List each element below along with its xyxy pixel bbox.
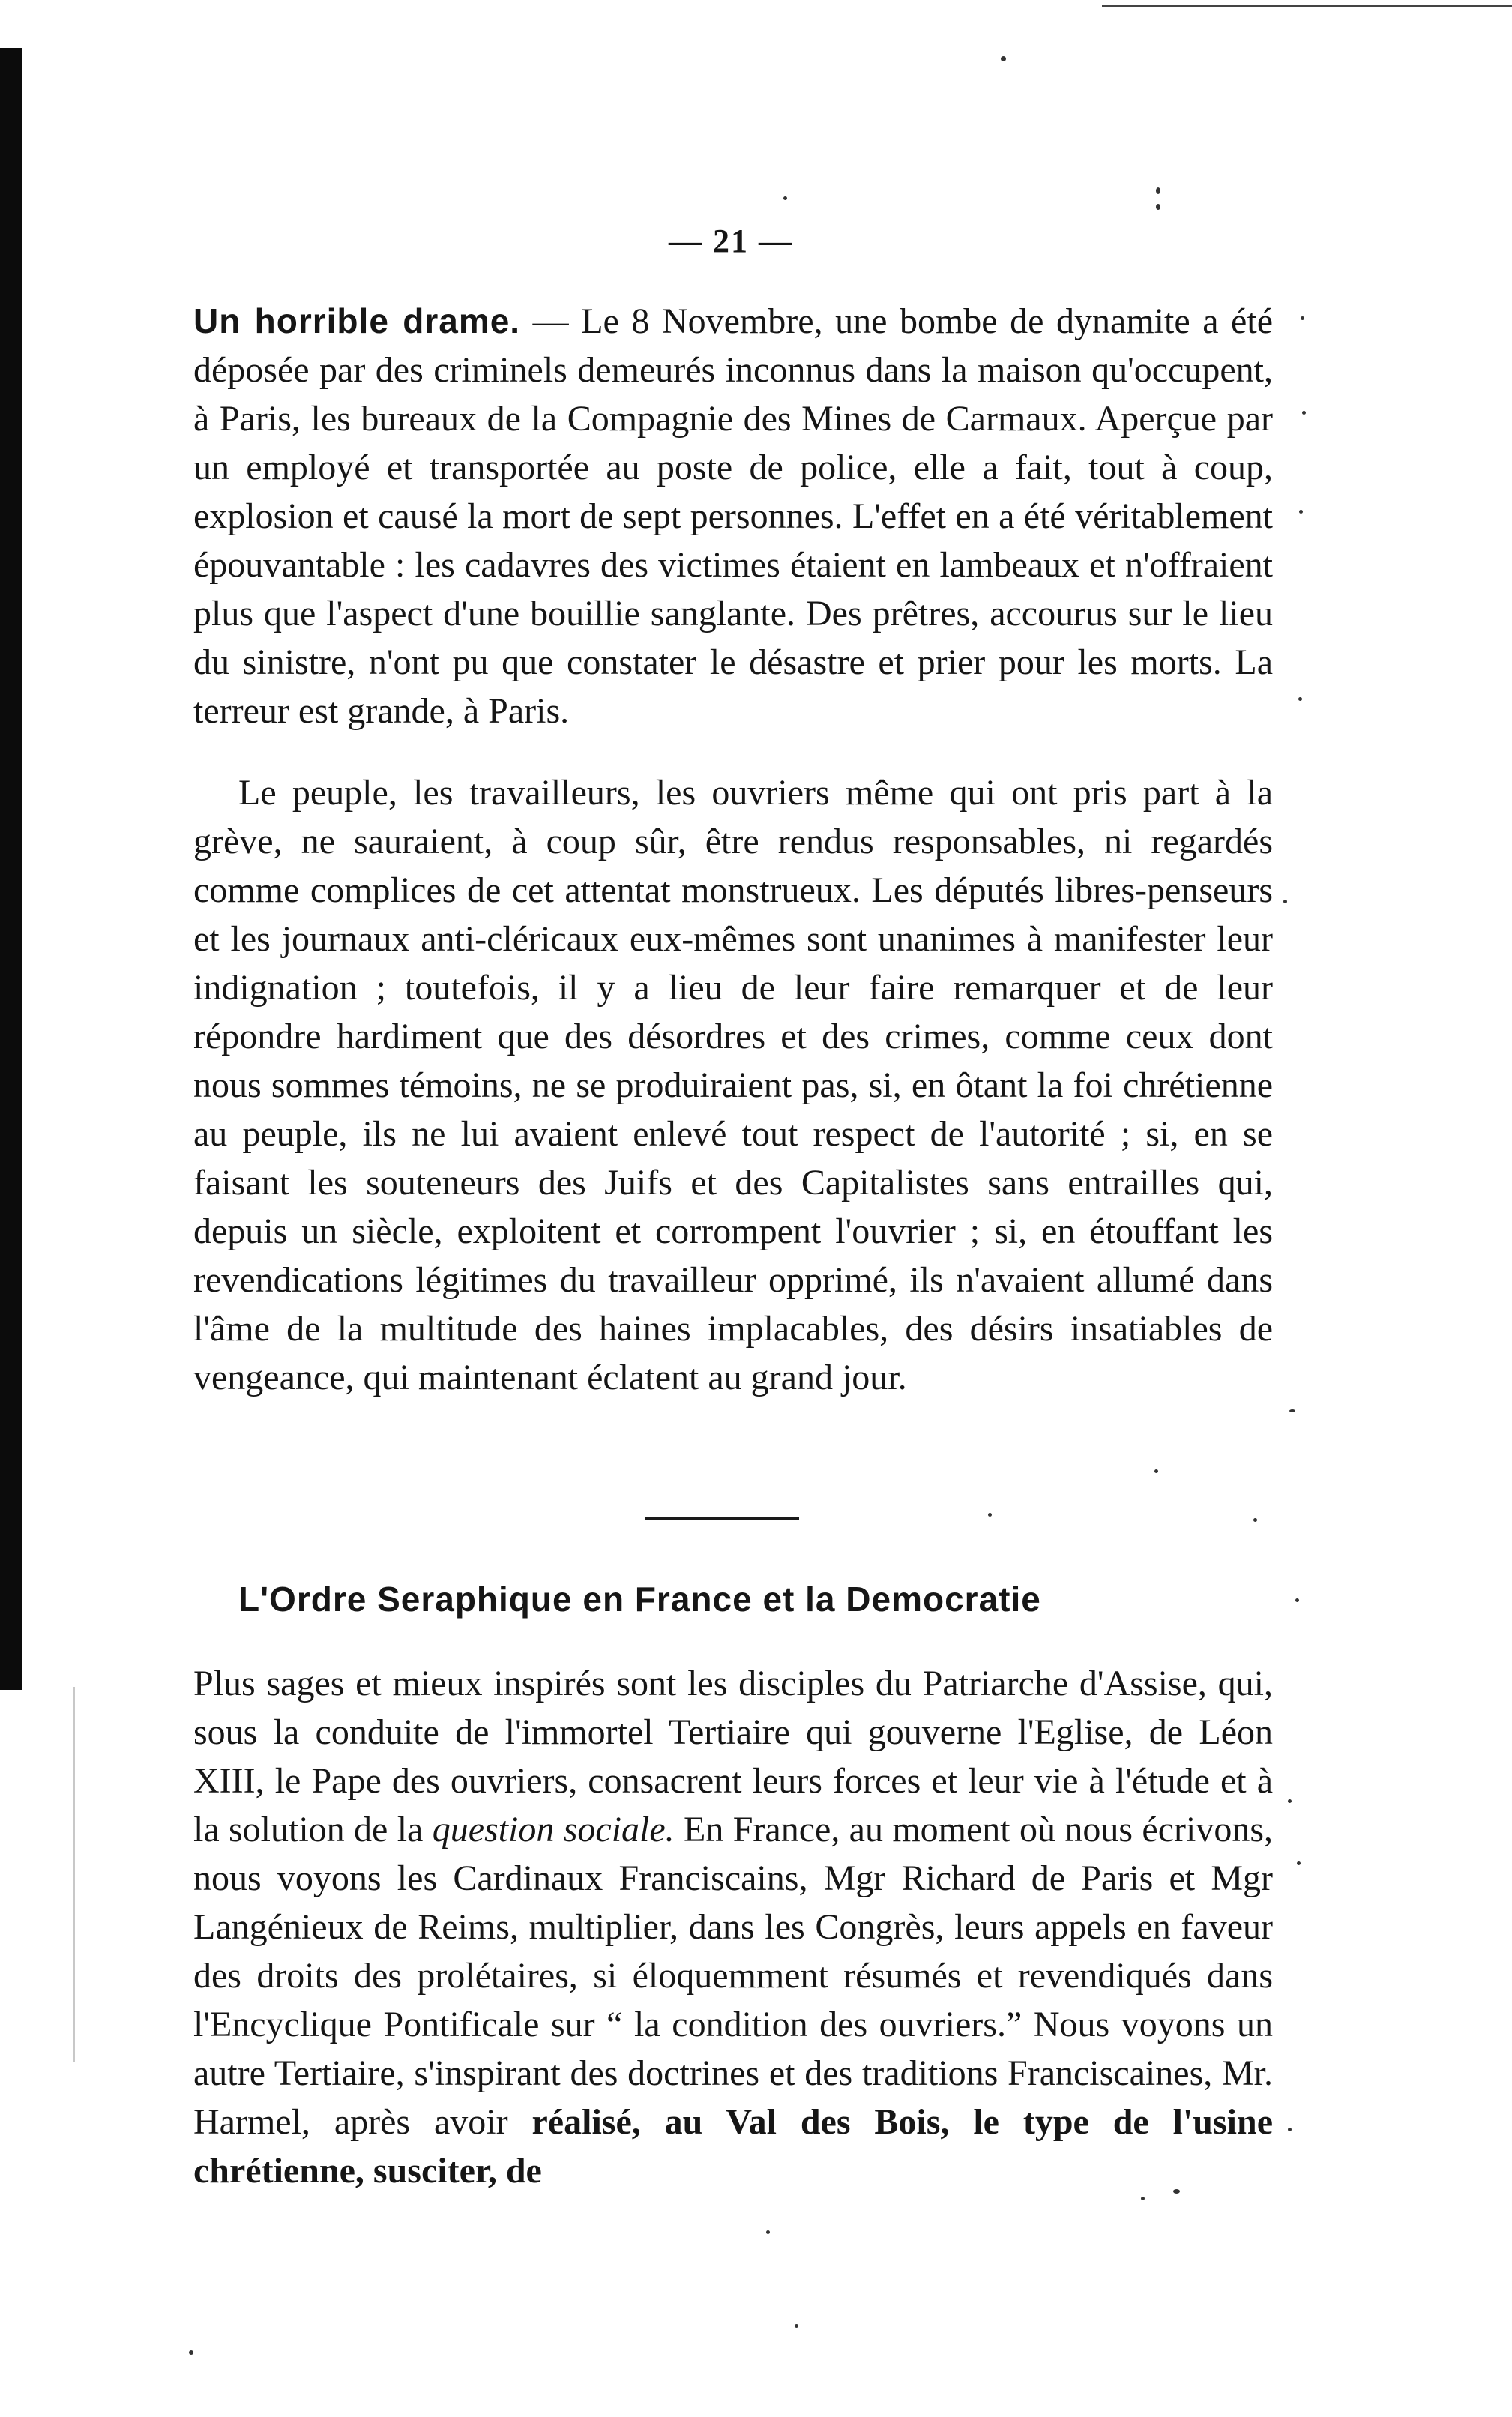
scan-speck: [1288, 1799, 1292, 1803]
article-paragraph: [193, 1659, 1273, 2195]
scan-speck: [1298, 697, 1302, 701]
article-text: En France, au moment où nous écrivons, nous voyons les Cardinaux Franciscains, Mgr Richard de Paris et Mgr Langénieux de Reims, multiplier, dans les Congrès, leurs appels en faveur des droits des prolétaires, si éloquemment résumés et revendiqués dans l'Encyclique Pontificale sur “ la condition des ouvriers.” Nous voyons un autre Tertiaire, s'inspirant des doctrines et des traditions Franciscaines, Mr. Harmel, après avoir: [193, 1810, 1273, 2142]
scan-speck: [189, 2350, 193, 2355]
scan-speck: [988, 1513, 992, 1517]
scan-speck: [1289, 1409, 1295, 1412]
article-text: Plus sages et mieux inspirés sont les disciples du Patriarche d'Assise, qui, sous la conduite de l'immortel Tertiaire qui gouverne l'Eglise, de Léon XIII, le Pape des ouvriers, consacrent leurs forces et leur vie à l'étude et à la solution de la: [193, 1664, 1273, 1849]
bold-line: réalisé, au Val des Bois, le type de l'usine chrétienne, susciter, de: [193, 2102, 1274, 2191]
article-ordre-seraphique: [193, 1659, 1273, 2195]
scan-speck: [1295, 1598, 1299, 1602]
scan-speck: [766, 2230, 770, 2234]
page-number: — 21 —: [669, 223, 793, 259]
scan-speck: [1154, 1469, 1158, 1473]
scan-speck: [1283, 900, 1287, 903]
scan-speck: [1141, 2197, 1145, 2200]
scan-speck: [1253, 1518, 1257, 1522]
scan-speck: [1299, 510, 1303, 514]
article-horrible-drame-continued: [193, 768, 1273, 1402]
scan-speck: [1156, 204, 1160, 210]
scan-binding-shadow: [0, 48, 22, 1690]
section-divider: [645, 1517, 799, 1520]
article-heading: Un horrible drame.: [193, 301, 521, 340]
scan-speck: [1001, 56, 1006, 61]
scan-speck: [795, 2324, 798, 2328]
top-border-rule: [1102, 5, 1512, 7]
scan-speck: [783, 196, 787, 200]
scan-speck: [1297, 1861, 1301, 1865]
article-lead-text: — Le 8 Novembre, une bombe de dynamite a été déposée par des criminels demeurés inconnus dans la maison qu'occupent, à Paris, les bureaux de la Compagnie des Mines de Carmaux. Aperçue par un employé et transportée au poste de police, elle a fait, tout à coup, explosion et causé la mort de sept personnes. L'effet en a été véritablement épouvantable : les cadavres des victimes étaient en lambeaux et n'offraient plus que l'aspect d'une bouillie sanglante. Des prêtres, accourus sur le lieu du sinistre, n'ont pu que constater le désastre et prier pour les morts. La terreur est grande, à Paris.: [193, 301, 1274, 731]
article-horrible-drame: [193, 297, 1273, 735]
scan-speck: [1302, 411, 1306, 415]
section-heading: L'Ordre Seraphique en France et la Democratie: [238, 1580, 1041, 1619]
scan-edge-line: [73, 1687, 75, 2062]
scan-speck: [1288, 2128, 1292, 2131]
scan-speck: [1156, 187, 1160, 194]
article-paragraph: [193, 297, 1273, 735]
scan-speck: [1301, 316, 1304, 320]
italic-phrase: question sociale.: [432, 1810, 675, 1849]
article-paragraph: Le peuple, les travailleurs, les ouvriers même qui ont pris part à la grève, ne sauraient, à coup sûr, être rendus responsables, ni regardés comme complices de cet attentat monstrueux. Les députés libres-penseurs et les journaux anti-cléricaux eux-mêmes sont unanimes à manifester leur indignation ; toutefois, il y a lieu de leur faire remarquer et de leur répondre hardiment que des désordres et des crimes, comme ceux dont nous sommes témoins, ne se produiraient pas, si, en ôtant la foi chrétienne au peuple, ils ne lui avaient enlevé tout respect de l'autorité ; si, en se faisant les souteneurs des Juifs et des Capitalistes sans entrailles qui, depuis un siècle, exploitent et corrompent l'ouvrier ; si, en étouffant les revendications légitimes du travailleur opprimé, ils n'avaient allumé dans l'âme de la multitude des haines implacables, des désirs insatiables de vengeance, qui maintenant éclatent au grand jour.: [193, 773, 1273, 1397]
